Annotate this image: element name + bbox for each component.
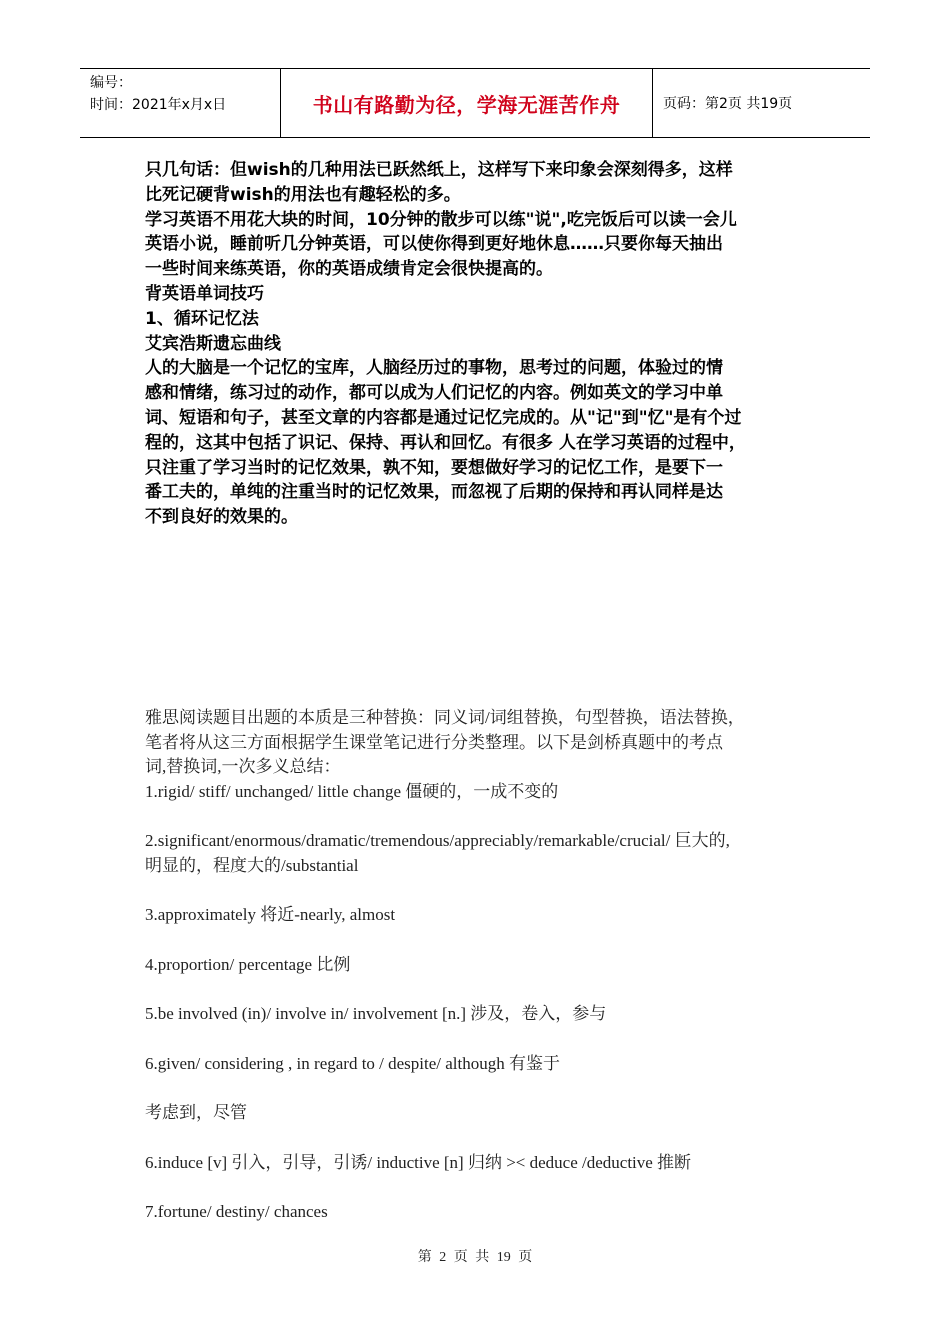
vocab-item xyxy=(145,1002,825,1027)
intro-line: 笔者将从这三方面根据学生课堂笔记进行分类整理。以下是剑桥真题中的考点 xyxy=(145,732,723,752)
vocab-item-line: 2.significant/enormous/dramatic/tremendous/appreciably/remarkable/crucial/ 巨大的, xyxy=(145,831,730,850)
vocab-item-line: 明显的，程度大的/substantial xyxy=(145,855,359,875)
ielts-intro xyxy=(145,706,825,780)
body-line: 人的大脑是一个记忆的宝库，人脑经历过的事物，思考过的问题，体验过的情 xyxy=(145,358,723,379)
page-footer: 第 2 页 共 19 页 xyxy=(417,1250,533,1265)
vocab-item xyxy=(145,1200,825,1225)
body-line: 背英语单词技巧 xyxy=(145,283,264,304)
motto-text: 书山有路勤为径，学海无涯苦作舟 xyxy=(312,92,621,117)
body-line: 英语小说，睡前听几分钟英语，可以使你得到更好地休息……只要你每天抽出 xyxy=(145,234,723,255)
body-line: 不到良好的效果的。 xyxy=(145,507,298,528)
code-label: 编号： xyxy=(90,75,132,91)
vocab-item xyxy=(145,1151,825,1176)
vocab-item xyxy=(145,829,825,878)
vocab-item-line: 1.rigid/ stiff/ unchanged/ little change 僵硬的，一成不变的 xyxy=(145,781,559,801)
vocab-item-line: 3.approximately 将近-nearly, almost xyxy=(145,905,396,924)
intro-line: 词,替换词,一次多义总结： xyxy=(145,757,341,776)
body-line: 只注重了学习当时的记忆效果，孰不知，要想做好学习的记忆工作，是要下一 xyxy=(145,457,723,478)
body-line: 艾宾浩斯遗忘曲线 xyxy=(145,333,281,354)
body-line: 番工夫的，单纯的注重当时的记忆效果，而忽视了后期的保持和再认同样是达 xyxy=(145,482,723,503)
header-page-cell xyxy=(653,69,870,137)
vocab-item-line: 6.given/ considering , in regard to / despite/ although 有鉴于 xyxy=(145,1053,561,1073)
body-line: 词、短语和句子，甚至文章的内容都是通过记忆完成的。从"记"到"忆"是有个过 xyxy=(145,407,742,428)
body-line: 比死记硬背wish的用法也有趣轻松的多。 xyxy=(145,184,461,205)
header-meta-cell xyxy=(80,69,281,137)
page-info: 页码：第2页 共19页 xyxy=(663,96,793,112)
header-motto-cell xyxy=(281,69,653,137)
vocab-item-line: 7.fortune/ destiny/ chances xyxy=(145,1202,328,1221)
vocab-item xyxy=(145,780,825,805)
body-line: 1、循环记忆法 xyxy=(145,308,259,329)
body-line: 学习英语不用花大块的时间，10分钟的散步可以练"说",吃完饭后可以读一会儿 xyxy=(145,209,737,230)
vocab-item-line: 考虑到，尽管 xyxy=(145,1103,247,1122)
vocab-item xyxy=(145,1052,825,1077)
vocab-item xyxy=(145,1101,825,1126)
time-label: 时间：2021年x月x日 xyxy=(90,97,227,113)
vocab-item xyxy=(145,903,825,928)
vocab-item-line: 5.be involved (in)/ involve in/ involvement [n.] 涉及，卷入，参与 xyxy=(145,1004,607,1023)
body-line: 感和情绪，练习过的动作，都可以成为人们记忆的内容。例如英文的学习中单 xyxy=(145,383,723,404)
body-line: 只几句话：但wish的几种用法已跃然纸上，这样写下来印象会深刻得多，这样 xyxy=(145,160,733,180)
intro-line: 雅思阅读题目出题的本质是三种替换：同义词/词组替换，句型替换，语法替换， xyxy=(145,708,745,727)
vocab-item xyxy=(145,953,825,978)
body-section-bold xyxy=(145,158,835,530)
body-line: 程的，这其中包括了识记、保持、再认和回忆。有很多 人在学习英语的过程中， xyxy=(145,432,746,453)
header-table xyxy=(80,68,870,138)
vocab-item-line: 4.proportion/ percentage 比例 xyxy=(145,954,351,974)
vocab-item-line: 6.induce [v] 引入，引导，引诱/ inductive [n] 归纳 >< deduce /deductive 推断 xyxy=(145,1152,692,1172)
vocab-list xyxy=(145,780,825,1225)
ielts-vocab-section xyxy=(145,706,825,1225)
body-line: 一些时间来练英语，你的英语成绩肯定会很快提高的。 xyxy=(145,259,553,280)
